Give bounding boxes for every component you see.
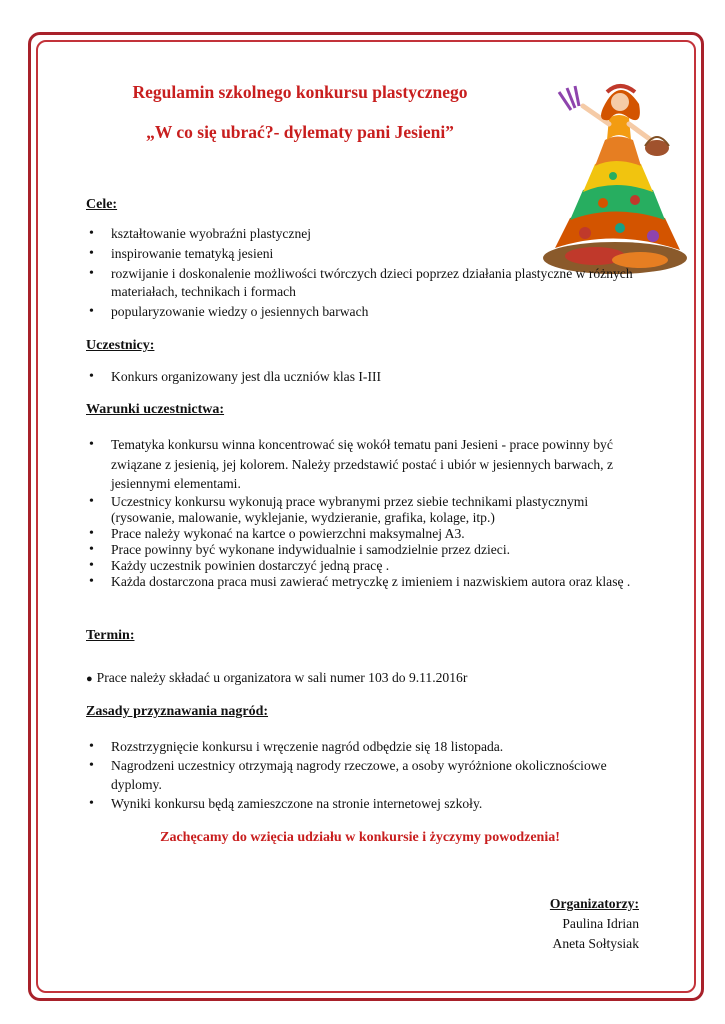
organizer-name: Paulina Idrian	[562, 916, 639, 931]
list-item: • popularyzowanie wiedzy o jesiennych barwach	[86, 303, 646, 321]
termin-text: Prace należy składać u organizatora w sali numer 103 do 9.11.2016r	[96, 670, 468, 685]
document-subtitle: „W co się ubrać?- dylematy pani Jesieni”	[146, 122, 454, 142]
list-item: • Każda dostarczona praca musi zawierać metryczkę z imieniem i nazwiskiem autora oraz klasę .	[86, 574, 651, 590]
termin-item	[86, 670, 467, 686]
list-item: • Wyniki konkursu będą zamieszczone na stronie internetowej szkoły.	[86, 794, 646, 813]
uczestnicy-list	[86, 368, 646, 386]
list-item: • Rozstrzygnięcie konkursu i wręczenie nagród odbędzie się 18 listopada.	[86, 737, 646, 756]
heading-warunki: Warunki uczestnictwa:	[86, 402, 225, 417]
list-item: • Prace należy wykonać na kartce o powierzchni maksymalnej A3.	[86, 526, 651, 542]
list-item: • Prace powinny być wykonane indywidualnie i samodzielnie przez dzieci.	[86, 542, 651, 558]
cele-list	[86, 225, 646, 323]
list-item: • kształtowanie wyobraźni plastycznej	[86, 225, 646, 243]
heading-uczestnicy: Uczestnicy:	[86, 338, 155, 353]
list-item: • rozwijanie i doskonalenie możliwości twórczych dzieci poprzez działania plastyczne w różnych materiałach, technikach i formach	[86, 265, 646, 301]
zasady-list	[86, 737, 646, 813]
list-item: • Konkurs organizowany jest dla uczniów klas I-III	[86, 368, 646, 386]
document-title: Regulamin szkolnego konkursu plastycznego	[132, 82, 468, 102]
list-item: • Nagrodzeni uczestnicy otrzymają nagrody rzeczowe, a osoby wyróżnione okolicznościowe dyplomy.	[86, 756, 646, 794]
heading-cele: Cele:	[86, 197, 118, 212]
list-item: • Tematyka konkursu winna koncentrować się wokół tematu pani Jesieni - prace powinny być związane z jesienią, jej kolorem. Należy przedstawić postać i ubiór w jesiennych barwach, z jesiennymi elementami.	[86, 435, 651, 494]
heading-zasady: Zasady przyznawania nagród:	[86, 704, 269, 719]
call-to-action: Zachęcamy do wzięcia udziału w konkursie i życzymy powodzenia!	[160, 830, 560, 845]
list-item: • Uczestnicy konkursu wykonują prace wybranymi przez siebie technikami plastycznymi (rysowanie, malowanie, wyklejanie, wydzieranie, grafika, kolage, itp.)	[86, 494, 651, 526]
list-item: • Każdy uczestnik powinien dostarczyć jedną pracę .	[86, 558, 651, 574]
organizers-heading: Organizatorzy:	[549, 896, 639, 911]
heading-termin: Termin:	[86, 628, 135, 643]
list-item: • inspirowanie tematyką jesieni	[86, 245, 646, 263]
organizer-name: Aneta Sołtysiak	[552, 936, 639, 951]
bullet-icon: ●	[86, 673, 93, 685]
warunki-list	[86, 435, 651, 590]
